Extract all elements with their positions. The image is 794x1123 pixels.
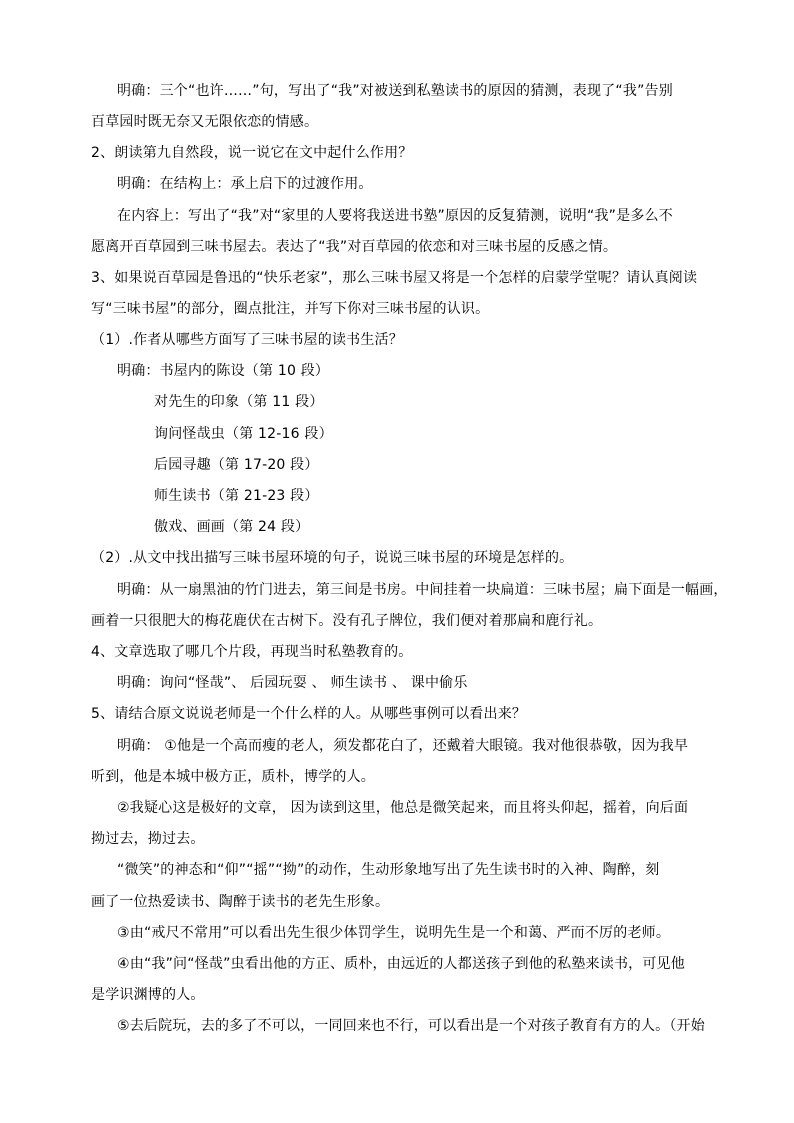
question-heading: 2、朗读第九自然段，说一说它在文中起什么作用？ [91, 145, 413, 161]
list-item: 对先生的印象（第 11 段） [154, 394, 324, 410]
answer-line: ③由“戒尺不常用”可以看出先生很少体罚学生，说明先生是一个和蔼、严而不厉的老师。 [117, 925, 671, 941]
answer-line: “微笑”的神态和“仰”“摇”“拗”的动作，生动形象地写出了先生读书时的入神、陶醉，刻 [117, 862, 660, 878]
list-item: 询问怪哉虫（第 12-16 段） [154, 426, 333, 442]
answer-line: 拗过去，拗过去。 [91, 831, 205, 847]
list-item: 傲戏、画画（第 24 段） [154, 519, 310, 535]
question-line: 写“三味书屋”的部分，圈点批注，并写下你对三味书屋的认识。 [91, 301, 490, 317]
answer-line: 明确：从一扇黑油的竹门进去，第三间是书房。中间挂着一块扁道：三味书屋；扁下面是一幅画， [117, 582, 728, 598]
answer-line: 是学识渊博的人。 [91, 987, 205, 1003]
answer-line: 明确：三个“也许……”句，写出了“我”对被送到私塾读书的原因的猜测，表现了“我”告别 [117, 83, 673, 99]
answer-line: 百草园时既无奈又无限依恋的情感。 [91, 114, 319, 130]
answer-line: 画着一只很肥大的梅花鹿伏在古树下。没有孔子牌位，我们便对着那扁和鹿行礼。 [91, 613, 603, 629]
answer-line: ④由“我”问“怪哉”虫看出他的方正、质朴，由远近的人都送孩子到他的私塾来读书，可见他 [117, 956, 685, 972]
answer-line: ⑤去后院玩，去的多了不可以，一同回来也不行，可以看出是一个对孩子教育有方的人。（开始 [117, 1018, 705, 1034]
answer-line: 明确：询问“怪哉”、 后园玩耍 、 师生读书 、 课中偷乐 [117, 675, 468, 691]
question-heading: 3、如果说百草园是鲁迅的“快乐老家”，那么三味书屋又将是一个怎样的启蒙学堂呢？请认真阅读 [91, 270, 698, 286]
answer-line: 画了一位热爱读书、陶醉于读书的老先生形象。 [91, 894, 390, 910]
answer-line: 愿离开百草园到三味书屋去。表达了“我”对百草园的依恋和对三味书屋的反感之情。 [91, 239, 618, 255]
answer-line: 明确：在结构上：承上启下的过渡作用。 [117, 176, 373, 192]
answer-line: ②我疑心这是极好的文章， 因为读到这里，他总是微笑起来，而且将头仰起，摇着，向后面 [117, 800, 689, 816]
answer-line: 听到，他是本城中极方正，质朴，博学的人。 [91, 769, 375, 785]
question-heading: 5、请结合原文说说老师是一个什么样的人。从哪些事例可以看出来？ [91, 706, 527, 722]
list-item: 师生读书（第 21-23 段） [154, 488, 319, 504]
sub-question: （2）.从文中找出描写三味书屋环境的句子，说说三味书屋的环境是怎样的。 [91, 550, 574, 566]
list-item: 后园寻趣（第 17-20 段） [154, 457, 319, 473]
sub-question: （1）.作者从哪些方面写了三味书屋的读书生活？ [91, 332, 403, 348]
question-heading: 4、文章选取了哪几个片段，再现当时私塾教育的。 [91, 644, 413, 660]
answer-line: 在内容上：写出了“我”对“家里的人要将我送进书塾”原因的反复猜测，说明“我”是多么不 [117, 208, 673, 224]
answer-line: 明确： ①他是一个高而瘦的老人，须发都花白了，还戴着大眼镜。我对他很恭敬，因为我早 [117, 738, 689, 754]
answer-line: 明确：书屋内的陈设（第 10 段） [117, 363, 330, 379]
